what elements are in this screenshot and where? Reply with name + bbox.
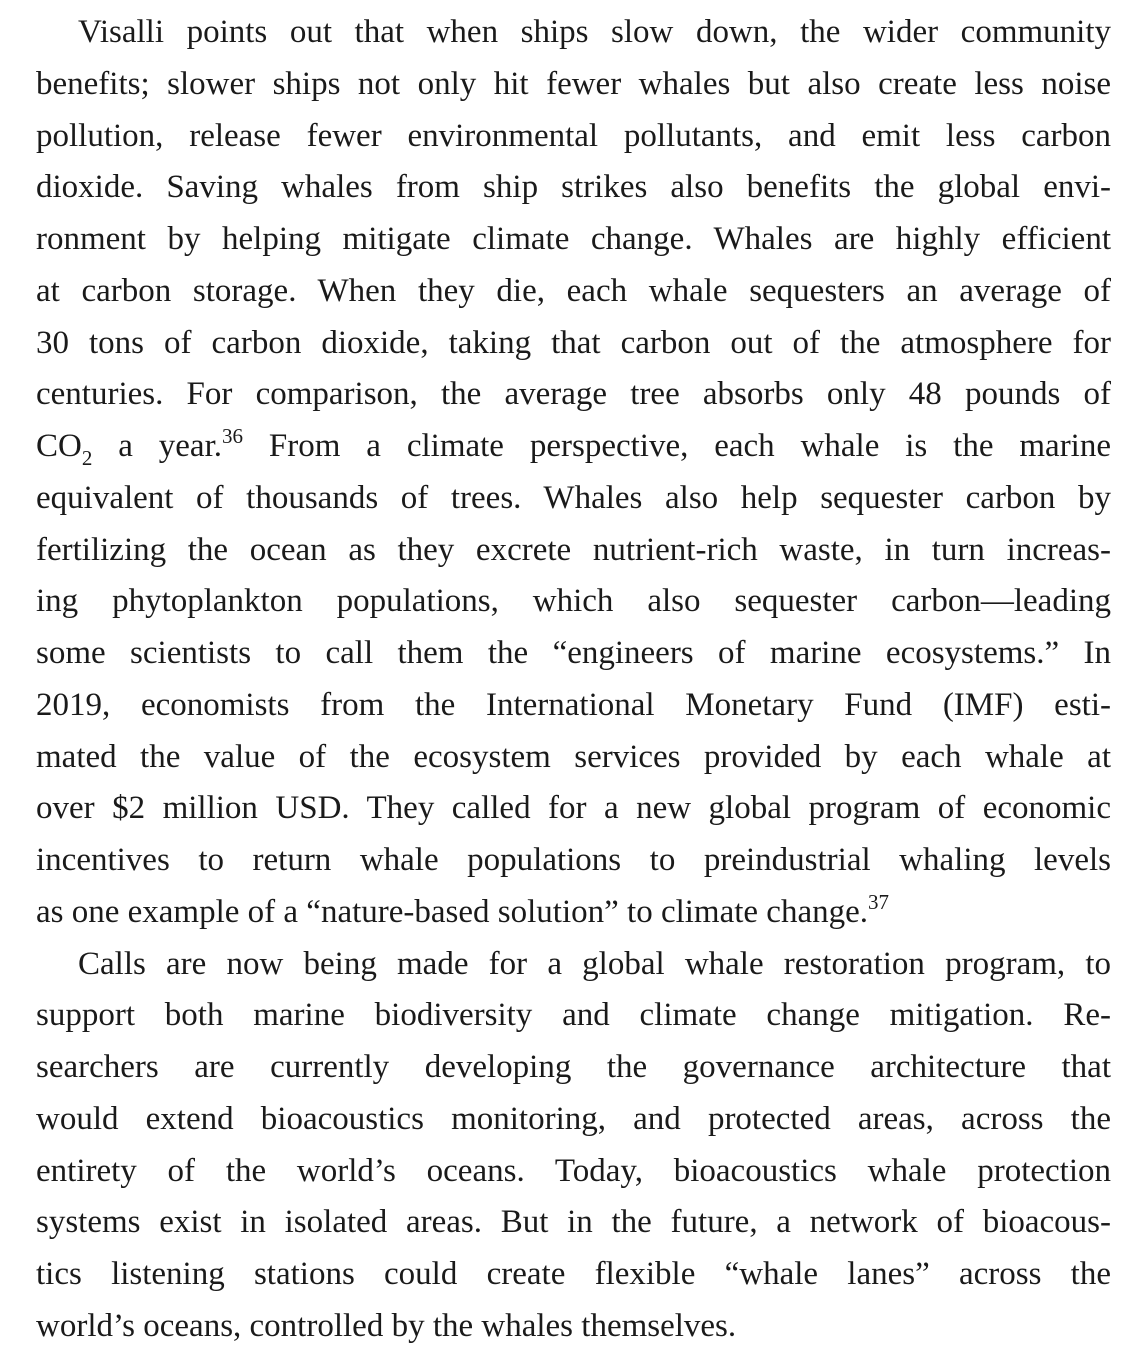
text-line: [36, 887, 1111, 939]
paragraph: [36, 939, 1111, 1353]
text-line: [36, 628, 1111, 680]
text-run: 30 tons of carbon dioxide, taking that carbon out of the atmosphere for: [36, 324, 1111, 361]
text-run: Visalli points out that when ships slow down, the wider community: [78, 14, 1111, 50]
text-run: CO: [36, 428, 82, 464]
text-run: Calls are now being made for a global whale restoration program, to: [78, 945, 1111, 982]
document-page: [36, 7, 1111, 1353]
text-line: [36, 525, 1111, 577]
text-line: [36, 421, 1111, 473]
text-run: tics listening stations could create flexible “whale lanes” across the: [36, 1256, 1111, 1292]
text-run: world’s oceans, controlled by the whales themselves.: [36, 1307, 737, 1344]
text-line: [36, 369, 1111, 421]
footnote-ref: 37: [868, 889, 889, 914]
text-line: [36, 990, 1111, 1042]
text-line: [36, 1249, 1111, 1301]
text-run: mated the value of the ecosystem services provided by each whale at: [36, 738, 1111, 775]
text-run: ronment by helping mitigate climate change. Whales are highly efficient: [36, 221, 1111, 257]
subscript: 2: [81, 446, 93, 470]
text-line: [36, 214, 1111, 266]
text-line: [36, 111, 1111, 163]
text-line: [36, 1146, 1111, 1198]
text-run: benefits; slower ships not only hit fewer whales but also create less noise: [36, 65, 1111, 102]
text-run: 2019, economists from the International Monetary Fund (IMF) esti-: [36, 686, 1111, 723]
text-run: would extend bioacoustics monitoring, and protected areas, across the: [36, 1100, 1111, 1137]
text-run: as one example of a “nature-based solution” to climate change.: [36, 893, 868, 930]
text-line: [36, 835, 1111, 887]
text-line: [36, 732, 1111, 784]
text-line: [36, 1197, 1111, 1249]
text-run: centuries. For comparison, the average tree absorbs only 48 pounds of: [36, 376, 1111, 413]
text-run: systems exist in isolated areas. But in the future, a network of bioacous-: [36, 1204, 1111, 1241]
text-run: equivalent of thousands of trees. Whales also help sequester carbon by: [36, 479, 1111, 516]
text-line: [36, 1301, 1111, 1353]
text-line: [36, 162, 1111, 214]
text-line: [36, 1042, 1111, 1094]
text-run: incentives to return whale populations to preindustrial whaling levels: [36, 842, 1111, 878]
text-line: [36, 783, 1111, 835]
text-run: at carbon storage. When they die, each whale sequesters an average of: [36, 272, 1111, 309]
paragraph: [36, 7, 1111, 939]
text-run: a year.: [92, 428, 222, 464]
text-line: [36, 680, 1111, 732]
text-run: From a climate perspective, each whale is the marine: [243, 428, 1112, 464]
text-run: some scientists to call them the “engineers of marine ecosystems.” In: [36, 635, 1111, 671]
text-run: ing phytoplankton populations, which also sequester carbon—leading: [36, 583, 1111, 620]
text-run: over $2 million USD. They called for a new global program of economic: [36, 790, 1111, 827]
text-line: [36, 318, 1111, 370]
text-line: [36, 59, 1111, 111]
text-run: fertilizing the ocean as they excrete nutrient-rich waste, in turn increas-: [36, 531, 1111, 568]
text-run: searchers are currently developing the governance architecture that: [36, 1049, 1111, 1085]
text-run: entirety of the world’s oceans. Today, bioacoustics whale protection: [36, 1152, 1111, 1189]
text-line: [36, 266, 1111, 318]
text-run: pollution, release fewer environmental pollutants, and emit less carbon: [36, 117, 1111, 154]
footnote-ref: 36: [222, 424, 243, 448]
text-line: [36, 7, 1111, 59]
text-line: [36, 939, 1111, 991]
text-line: [36, 576, 1111, 628]
text-line: [36, 473, 1111, 525]
text-run: support both marine biodiversity and climate change mitigation. Re-: [36, 997, 1111, 1034]
text-run: dioxide. Saving whales from ship strikes also benefits the global envi-: [36, 169, 1111, 206]
text-line: [36, 1094, 1111, 1146]
